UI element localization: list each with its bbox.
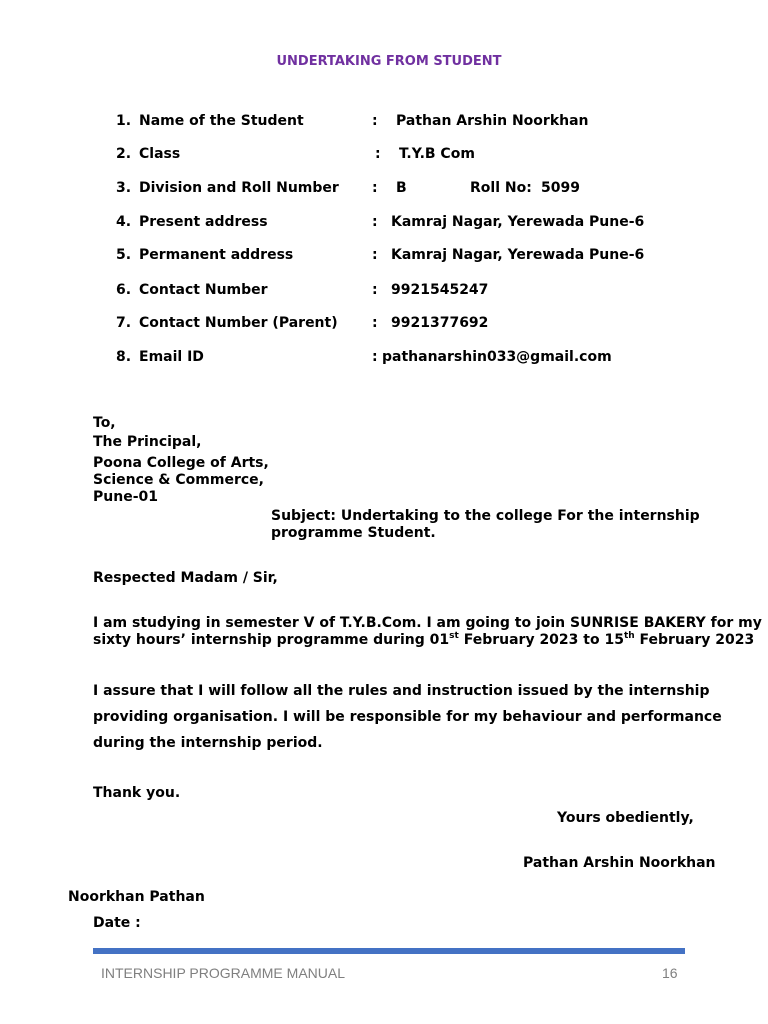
- text-span: February 2023: [634, 632, 755, 648]
- field-row-class: [0, 146, 768, 164]
- field-colon: :: [372, 180, 378, 196]
- text-span: sixty hours’ internship programme during 01: [93, 632, 450, 648]
- roll-number-value: 5099: [541, 180, 580, 196]
- paragraph-line: during the internship period.: [93, 735, 323, 751]
- field-value: Kamraj Nagar, Yerewada Pune-6: [391, 247, 645, 263]
- field-value: Pathan Arshin Noorkhan: [396, 113, 589, 129]
- address-to: To,: [93, 415, 116, 431]
- address-line: Science & Commerce,: [93, 472, 264, 488]
- paragraph-line: I am studying in semester V of T.Y.B.Com. I am going to join SUNRISE BAKERY for my: [93, 615, 762, 631]
- date-label: Date :: [93, 915, 141, 931]
- field-label: Email ID: [139, 349, 204, 365]
- footer-title: INTERNSHIP PROGRAMME MANUAL: [101, 965, 345, 981]
- address-line: The Principal,: [93, 434, 202, 450]
- document-title: UNDERTAKING FROM STUDENT: [276, 54, 502, 69]
- field-colon: :: [372, 349, 378, 365]
- footer-rule: [93, 948, 685, 954]
- field-number: 4.: [116, 214, 132, 230]
- subject-line: programme Student.: [271, 525, 436, 541]
- field-row-contact: [0, 282, 768, 300]
- page-number: 16: [662, 965, 678, 981]
- field-number: 5.: [116, 247, 132, 263]
- signature-name: Pathan Arshin Noorkhan: [523, 855, 716, 871]
- field-label: Permanent address: [139, 247, 294, 263]
- field-label: Present address: [139, 214, 268, 230]
- text-span: February 2023 to 15: [458, 632, 624, 648]
- field-number: 7.: [116, 315, 132, 331]
- field-number: 1.: [116, 113, 132, 129]
- paragraph-line: I assure that I will follow all the rules and instruction issued by the internship: [93, 683, 710, 699]
- field-row-present-address: [0, 214, 768, 232]
- field-label: Name of the Student: [139, 113, 304, 129]
- field-colon: :: [375, 146, 381, 162]
- closing: Yours obediently,: [557, 810, 694, 826]
- field-row-email: [0, 349, 768, 367]
- address-line: Pune-01: [93, 489, 158, 505]
- field-value: 9921377692: [391, 315, 489, 331]
- other-name: Noorkhan Pathan: [68, 889, 205, 905]
- field-colon: :: [372, 315, 378, 331]
- superscript: th: [623, 631, 635, 641]
- subject-line: Subject: Undertaking to the college For the internship: [271, 508, 700, 524]
- field-number: 6.: [116, 282, 132, 298]
- roll-number-label: Roll No:: [470, 180, 532, 196]
- field-row-permanent-address: [0, 247, 768, 265]
- field-colon: :: [372, 247, 378, 263]
- paragraph-line: [93, 632, 754, 648]
- field-colon: :: [372, 282, 378, 298]
- address-line: Poona College of Arts,: [93, 455, 269, 471]
- paragraph-line: providing organisation. I will be responsible for my behaviour and performance: [93, 709, 722, 725]
- thank-you: Thank you.: [93, 785, 181, 801]
- field-number: 8.: [116, 349, 132, 365]
- field-row-parent-contact: [0, 315, 768, 333]
- field-colon: :: [372, 113, 378, 129]
- field-colon: :: [372, 214, 378, 230]
- field-label: Contact Number: [139, 282, 268, 298]
- field-label: Class: [139, 146, 181, 162]
- field-label: Contact Number (Parent): [139, 315, 338, 331]
- field-number: 3.: [116, 180, 132, 196]
- field-value: Kamraj Nagar, Yerewada Pune-6: [391, 214, 645, 230]
- field-number: 2.: [116, 146, 132, 162]
- field-value: B: [396, 180, 407, 196]
- salutation: Respected Madam / Sir,: [93, 570, 278, 586]
- field-row-name: [0, 113, 768, 131]
- field-value: T.Y.B Com: [399, 146, 475, 162]
- field-row-division: [0, 180, 768, 198]
- superscript: st: [449, 631, 459, 641]
- field-value: 9921545247: [391, 282, 489, 298]
- field-label: Division and Roll Number: [139, 180, 339, 196]
- field-value: pathanarshin033@gmail.com: [382, 349, 612, 365]
